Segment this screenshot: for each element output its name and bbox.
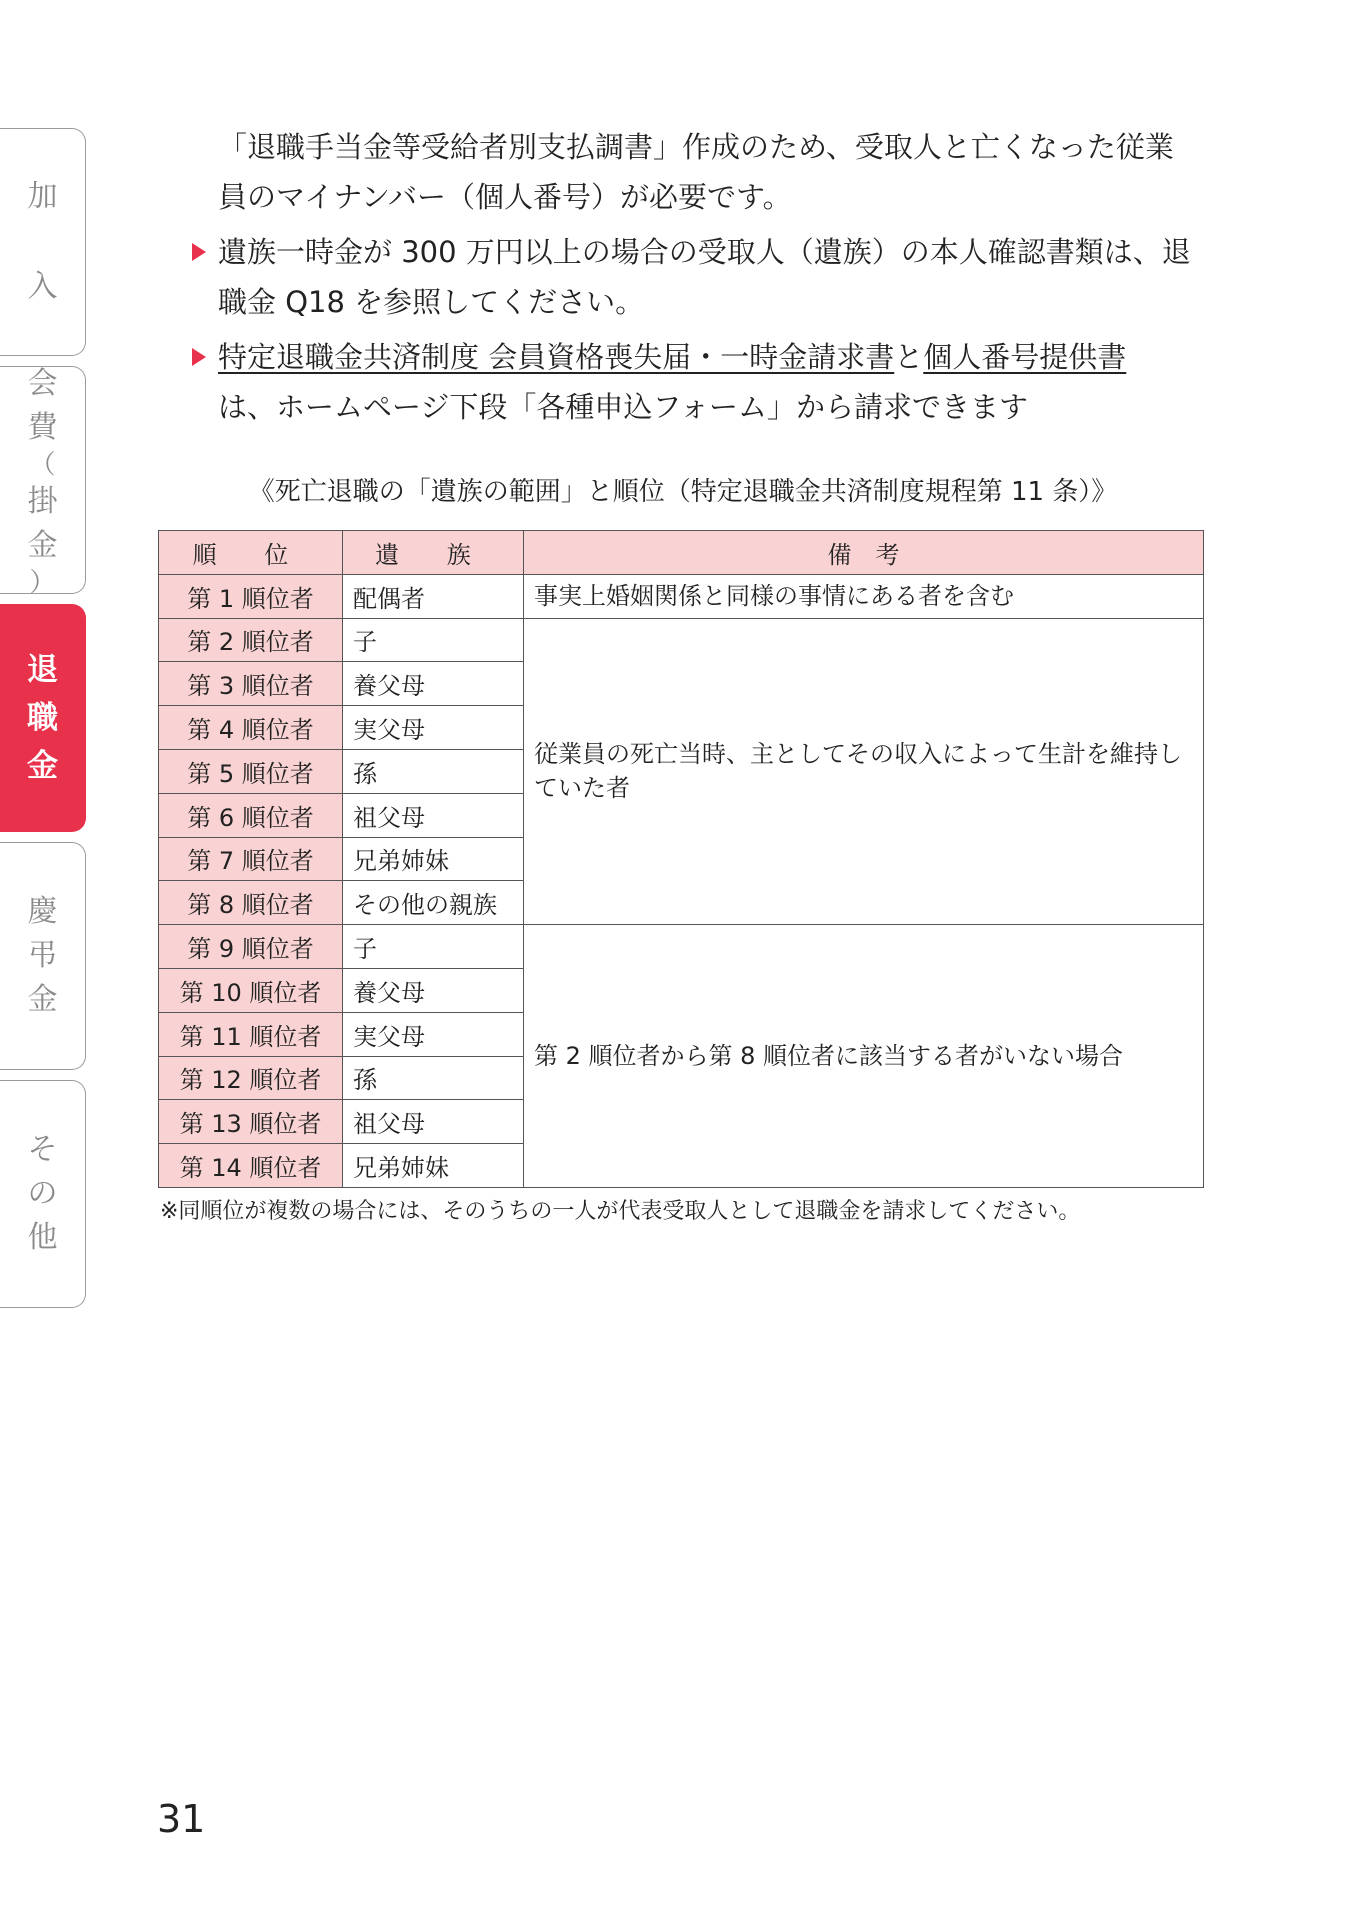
intro-paragraph bbox=[190, 122, 1205, 222]
main-content bbox=[190, 122, 1205, 437]
section-tabs bbox=[0, 0, 90, 1920]
bullet-request-forms bbox=[190, 332, 1205, 432]
family-cell: 子 bbox=[343, 618, 524, 662]
tab-char: （ bbox=[29, 450, 56, 480]
tab-char: 職 bbox=[27, 700, 58, 736]
tab-char: ） bbox=[29, 568, 56, 598]
table-row bbox=[159, 618, 1204, 662]
tab-membership-fee[interactable] bbox=[0, 366, 86, 598]
rank-cell: 第 8 順位者 bbox=[159, 881, 343, 925]
header-family: 遺 族 bbox=[343, 531, 524, 575]
table-row bbox=[159, 925, 1204, 969]
tab-char: そ bbox=[27, 1132, 58, 1167]
tab-char: 費 bbox=[27, 410, 58, 445]
bullet-id-documents bbox=[190, 227, 1205, 327]
bullet-1-line-1: 遺族一時金が 300 万円以上の場合の受取人（遺族）の本人確認書類は、退 bbox=[218, 235, 1191, 269]
rank-cell: 第 13 順位者 bbox=[159, 1100, 343, 1144]
family-cell: 実父母 bbox=[343, 706, 524, 750]
tab-congratulations-condolences[interactable] bbox=[0, 842, 86, 1070]
loss-of-membership-form-link[interactable]: 特定退職金共済制度 会員資格喪失届・一時金請求書 bbox=[218, 340, 895, 374]
rank-cell: 第 5 順位者 bbox=[159, 749, 343, 793]
page-number: 31 bbox=[157, 1797, 206, 1841]
tab-char: 金 bbox=[27, 528, 58, 563]
rank-cell: 第 14 順位者 bbox=[159, 1144, 343, 1188]
family-cell: 孫 bbox=[343, 1056, 524, 1100]
triangle-bullet-icon bbox=[192, 348, 206, 366]
table-row bbox=[159, 574, 1204, 618]
triangle-bullet-icon bbox=[192, 243, 206, 261]
family-cell: その他の親族 bbox=[343, 881, 524, 925]
rank-cell: 第 4 順位者 bbox=[159, 706, 343, 750]
header-rank: 順 位 bbox=[159, 531, 343, 575]
personal-number-form-link[interactable]: 個人番号提供書 bbox=[923, 340, 1127, 374]
tab-char: の bbox=[27, 1176, 58, 1211]
family-cell: 実父母 bbox=[343, 1012, 524, 1056]
table-header-row bbox=[159, 531, 1204, 575]
tab-char: 他 bbox=[27, 1220, 58, 1255]
tab-retirement-benefit[interactable] bbox=[0, 604, 86, 832]
bullet-2-joiner: と bbox=[894, 340, 924, 374]
tab-char: 金 bbox=[27, 982, 58, 1017]
family-cell: 子 bbox=[343, 925, 524, 969]
rank-cell: 第 3 順位者 bbox=[159, 662, 343, 706]
family-cell: 祖父母 bbox=[343, 793, 524, 837]
bullet-1-line-2: 職金 Q18 を参照してください。 bbox=[218, 285, 645, 319]
intro-line-1: 「退職手当金等受給者別支払調書」作成のため、受取人と亡くなった従業 bbox=[218, 130, 1174, 164]
tab-char: 入 bbox=[27, 269, 58, 304]
tab-enrollment[interactable] bbox=[0, 128, 86, 356]
rank-cell: 第 11 順位者 bbox=[159, 1012, 343, 1056]
rank-cell: 第 1 順位者 bbox=[159, 574, 343, 618]
table-caption: 《死亡退職の「遺族の範囲」と順位（特定退職金共済制度規程第 11 条）》 bbox=[248, 477, 1118, 507]
tab-char: 掛 bbox=[27, 484, 58, 519]
rank-cell: 第 2 順位者 bbox=[159, 618, 343, 662]
bereaved-family-rank-table bbox=[158, 530, 1204, 1188]
rank-cell: 第 7 順位者 bbox=[159, 837, 343, 881]
rank-cell: 第 9 順位者 bbox=[159, 925, 343, 969]
tab-char: 加 bbox=[27, 179, 58, 214]
family-cell: 養父母 bbox=[343, 662, 524, 706]
tab-other[interactable] bbox=[0, 1080, 86, 1308]
tab-char: 弔 bbox=[27, 938, 58, 973]
rank-cell: 第 12 順位者 bbox=[159, 1056, 343, 1100]
note-cell: 第 2 順位者から第 8 順位者に該当する者がいない場合 bbox=[524, 925, 1204, 1188]
rank-cell: 第 10 順位者 bbox=[159, 968, 343, 1012]
rank-cell: 第 6 順位者 bbox=[159, 793, 343, 837]
family-cell: 兄弟姉妹 bbox=[343, 837, 524, 881]
tab-char: 会 bbox=[27, 366, 58, 401]
bullet-2-line-2: は、ホームページ下段「各種申込フォーム」から請求できます bbox=[218, 390, 1028, 424]
family-cell: 孫 bbox=[343, 749, 524, 793]
tab-char: 慶 bbox=[27, 894, 58, 929]
footnote: ※同順位が複数の場合には、そのうちの一人が代表受取人として退職金を請求してください。 bbox=[160, 1199, 1081, 1224]
family-cell: 兄弟姉妹 bbox=[343, 1144, 524, 1188]
tab-char: 退 bbox=[27, 652, 58, 688]
tab-char: 金 bbox=[27, 748, 58, 784]
family-cell: 配偶者 bbox=[343, 574, 524, 618]
family-cell: 祖父母 bbox=[343, 1100, 524, 1144]
note-cell: 従業員の死亡当時、主としてその収入によって生計を維持していた者 bbox=[524, 618, 1204, 925]
note-cell: 事実上婚姻関係と同様の事情にある者を含む bbox=[524, 574, 1204, 618]
header-notes: 備 考 bbox=[524, 531, 1204, 575]
intro-line-2: 員のマイナンバー（個人番号）が必要です。 bbox=[218, 180, 792, 214]
family-cell: 養父母 bbox=[343, 968, 524, 1012]
